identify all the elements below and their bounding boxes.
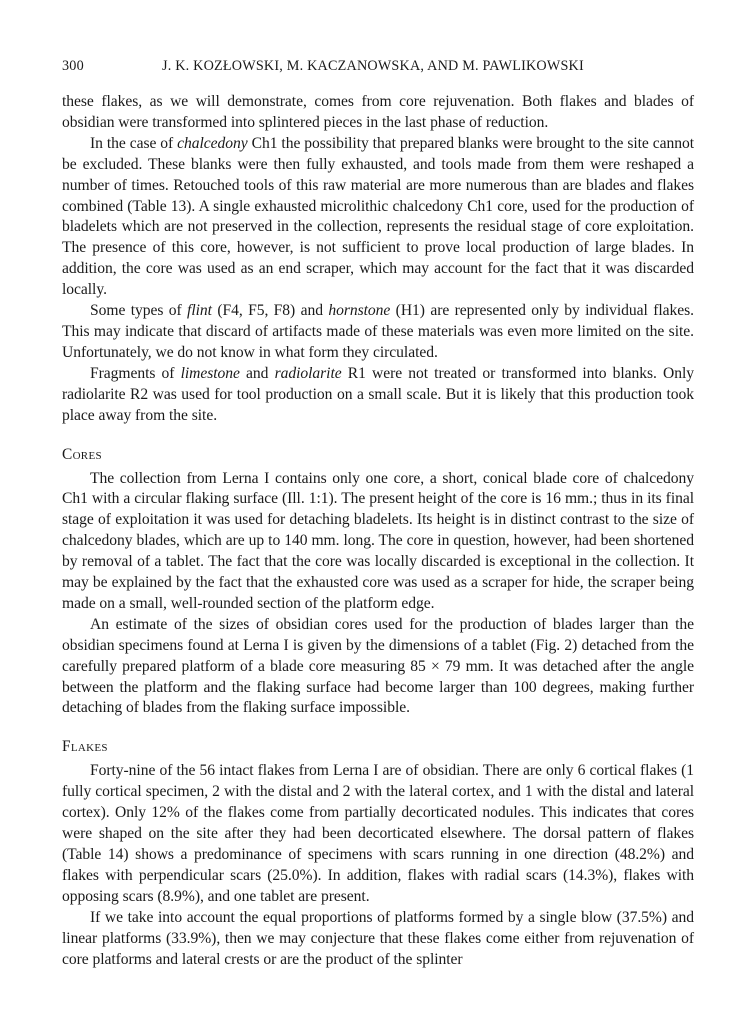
page: [62, 58, 694, 970]
term-hornstone: hornstone: [328, 302, 391, 320]
text-segment: (H1) are represented only by individual flakes. This may indicate that discard of artifacts made of these materials was even more limited on the site. Unfortunately, we do not know in what form they circulated.: [62, 302, 695, 361]
text-segment: In the case of: [90, 134, 178, 152]
section-heading-flakes: Flakes: [62, 738, 108, 756]
term-flint: flint: [187, 302, 212, 320]
running-head: [62, 58, 694, 78]
running-head-authors: J. K. KOZŁOWSKI, M. KACZANOWSKA, AND M. PAWLIKOWSKI: [162, 58, 584, 74]
term-limestone: limestone: [180, 364, 240, 382]
text-segment: (F4, F5, F8) and: [211, 302, 329, 320]
paragraph-cores-1: The collection from Lerna I contains only one core, a short, conical blade core of chalcedony Ch1 with a circular flaking surface (Ill. 1:1). The present height of the core is 16 mm.; thus in its final stage of exploitation it was used for detaching bladelets. Its height is in distinct contrast to the size of chalcedony blades, which are up to 140 mm. long. The core in question, however, had been shortened by removal of a tablet. The fact that the core was locally discarded is exceptional in the collection. It may be explained by the fact that the exhausted core was used as a scraper for hide, the scraper being made on a small, well-rounded section of the platform edge.: [62, 469, 694, 612]
text-segment: and: [239, 364, 275, 382]
text-segment: Fragments of: [90, 364, 181, 382]
paragraph-flakes-2: If we take into account the equal proportions of platforms formed by a single blow (37.5%) and linear platforms (33.9%), then we may conjecture that these flakes come either from rejuvenation of core platforms and lateral crests or are the product of the splinter: [62, 908, 694, 968]
paragraph-flakes-1: Forty-nine of the 56 intact flakes from Lerna I are of obsidian. There are only 6 cortical flakes (1 fully cortical specimen, 2 with the distal and 2 with the lateral cortex, and 1 with the distal and lateral cortex). Only 12% of the flakes come from partially decorticated nodules. This indicates that cores were shaped on the site after they had been decorticated elsewhere. The dorsal pattern of flakes (Table 14) shows a predominance of specimens with scars running in one direction (48.2%) and flakes with perpendicular scars (25.0%). In addition, flakes with radial scars (14.3%), flakes with opposing scars (8.9%), and one tablet are present.: [62, 762, 694, 905]
paragraph-limestone: [62, 364, 694, 427]
paragraph-continuation: these flakes, as we will demonstrate, comes from core rejuvenation. Both flakes and blades of obsidian were transformed into splintered pieces in the last phase of reduction.: [62, 93, 694, 131]
text-segment: Some types of: [90, 302, 188, 320]
text-segment: R1 were not treated or transformed into blanks. Only radiolarite R2 was used for tool production on a small scale. But it is likely that this production took place away from the site.: [62, 364, 694, 424]
paragraph-chalcedony: [62, 134, 694, 301]
term-chalcedony: chalcedony: [177, 134, 248, 152]
term-radiolarite: radiolarite: [274, 364, 342, 382]
section-heading-cores: Cores: [62, 445, 102, 463]
page-number: 300: [62, 58, 84, 74]
paragraph-flint: [62, 301, 694, 364]
paragraph-cores-2: An estimate of the sizes of obsidian cores used for the production of blades larger than the obsidian specimens found at Lerna I is given by the dimensions of a tablet (Fig. 2) detached from the carefully prepared platform of a blade core measuring 85 × 79 mm. It was detached after the angle between the platform and the flaking surface had become larger than 100 degrees, making further detaching of blades from the flaking surface impossible.: [62, 615, 694, 717]
text-segment: Ch1 the possibility that prepared blanks were brought to the site cannot be excluded. These blanks were then fully exhausted, and tools made from them were reshaped a number of times. Retouched tools of this raw material are more numerous than are blades and flakes combined (Table 13). A single exhausted microlithic chalcedony Ch1 core, used for the production of bladelets which are not preserved in the collection, represents the residual stage of core exploitation. The presence of this core, however, is not sufficient to prove local production of large blades. In addition, the core was used as an end scraper, which may account for the fact that it was discarded locally.: [62, 134, 694, 299]
